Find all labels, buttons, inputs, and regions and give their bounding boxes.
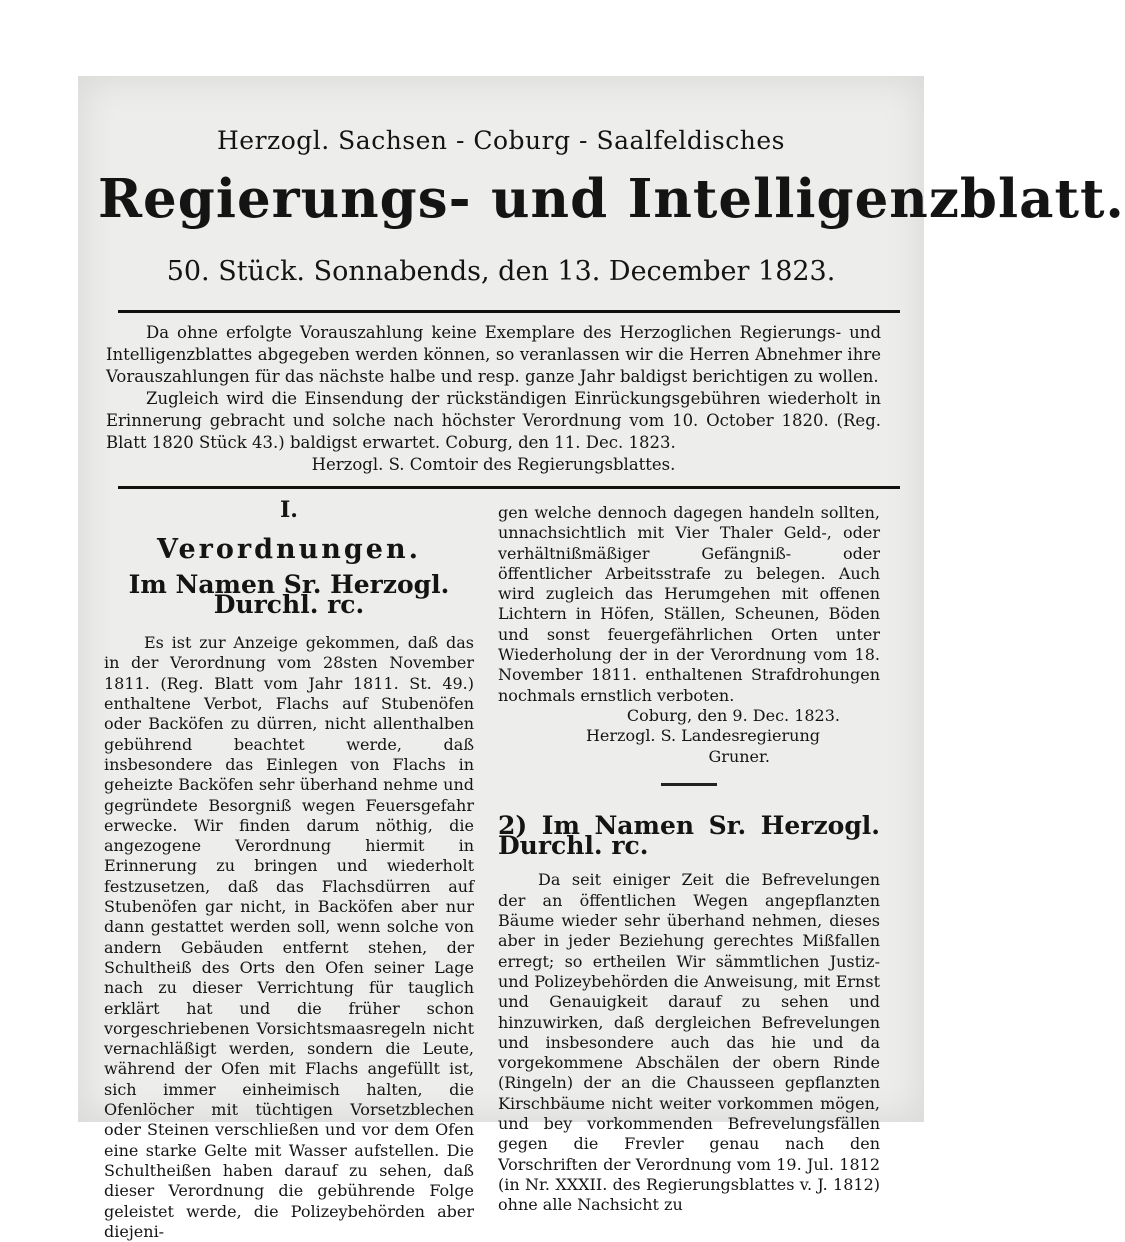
section-number: I.: [280, 497, 298, 523]
decree-2-body: Da seit einiger Zeit die Befrevelungen der an öffentlichen Wegen angepflanzten Bäume wieder sehr überhand nehmen, dieses aber in jeder Beziehung gerechtes Mißfallen erregt; so ertheilen Wir sämmtlichen Justiz- und Polizeybehörden die Anweisung, mit Ernst und Genauigkeit darauf zu sehen und hinzuwirken, daß dergleichen Befrevelungen und insbesondere auch das hie und da vorgekommene Abschälen der obern Rinde (Ringeln) der an die Chausseen gepflanzten Kirschbäume nicht weiter vorkommen mögen, und bey vorkommenden Befrevelungsfällen gegen die Frevler genau nach den Vorschriften der Verordnung vom 19. Jul. 1812 (in Nr. XXXII. des Regierungsblattes v. J. 1812) ohne alle Nachsicht zu: [498, 870, 880, 1215]
right-column: [498, 503, 880, 1216]
header-rule: [118, 310, 900, 313]
left-column: [104, 496, 474, 1242]
masthead-supertitle: Herzogl. Sachsen - Coburg - Saalfeldisches: [217, 126, 785, 155]
decree-1-signer: Gruner.: [708, 746, 770, 766]
subscription-notice: [106, 322, 881, 476]
decree-1-place-date: Coburg, den 9. Dec. 1823.: [626, 705, 840, 725]
newspaper-page: [78, 76, 1125, 1241]
decree-heading-1: Im Namen Sr. Herzogl. Durchl. rc.: [128, 569, 450, 619]
decree-divider: [661, 783, 717, 786]
notice-paragraph-1: Da ohne erfolgte Vorauszahlung keine Exemplare des Herzoglichen Regierungs- und Intelligenzblattes abgegeben werden können, so veranlassen wir die Herren Abnehmer ihre Vorauszahlungen für das nächste halbe und resp. ganze Jahr baldigst berichtigen zu wollen.: [106, 323, 881, 386]
notice-signature: Herzogl. S. Comtoir des Regierungsblattes.: [311, 455, 676, 474]
masthead-title: Regierungs- und Intelligenzblatt.: [98, 168, 1125, 230]
decree-1-authority: Herzogl. S. Landesregierung: [585, 726, 820, 746]
section-heading: Verordnungen.: [157, 534, 421, 566]
decree-1-continuation: gen welche dennoch dagegen handeln sollten, unnachsichtlich mit Vier Thaler Geld-, oder verhältnißmäßiger Gefängniß- oder öffentlicher Arbeitsstrafe zu belegen. Auch wird zugleich das Herumgehen mit offenen Lichtern in Höfen, Ställen, Scheunen, Böden und sonst feuergefährlichen Orten unter Wiederholung der in der Verordnung vom 18. November 1811. enthaltenen Strafdrohungen nochmals ernstlich verboten.: [498, 503, 880, 705]
issue-line: 50. Stück. Sonnabends, den 13. December 1823.: [166, 256, 836, 287]
decree-1-body: Es ist zur Anzeige gekommen, daß das in der Verordnung vom 28sten November 1811. (Reg. Blatt vom Jahr 1811. St. 49.) enthaltene Verbot, Flachs auf Stubenöfen oder Backöfen zu dürren, nicht allenthalben gebührend beachtet werde, daß insbesondere das Einlegen von Flachs in geheizte Backöfen sehr überhand nehme und gegründete Besorgniß wegen Feuersgefahr erwecke. Wir finden darum nöthig, die angezogene Verordnung hiermit in Erinnerung zu bringen und wiederholt festzusetzen, daß das Flachsdürren auf Stubenöfen gar nicht, in Backöfen aber nur dann gestattet werden soll, wenn solche von andern Gebäuden entfernt stehen, der Schultheiß des Orts den Ofen seiner Lage nach zu dieser Verrichtung für tauglich erklärt hat und die früher schon vorgeschriebenen Vorsichtsmaasregeln nicht vernachläßigt werden, sondern die Leute, während der Ofen mit Flachs angefüllt ist, sich immer einheimisch halten, die Ofenlöcher mit tüchtigen Vorsetzblechen oder Steinen verschließen und vor dem Ofen eine starke Gelte mit Wasser aufstellen. Die Schultheißen haben darauf zu sehen, daß dieser Verordnung die gebührende Folge geleistet werde, die Polizeybehörden aber diejeni-: [104, 633, 474, 1241]
notice-paragraph-2: Zugleich wird die Einsendung der rückständigen Einrückungsgebühren wiederholt in Erinnerung gebracht und solche nach höchster Verordnung vom 10. October 1820. (Reg. Blatt 1820 Stück 43.) baldigst erwartet. Coburg, den 11. Dec. 1823.: [106, 389, 881, 452]
notice-rule: [118, 486, 900, 489]
decree-heading-2: 2) Im Namen Sr. Herzogl. Durchl. rc.: [498, 810, 880, 861]
